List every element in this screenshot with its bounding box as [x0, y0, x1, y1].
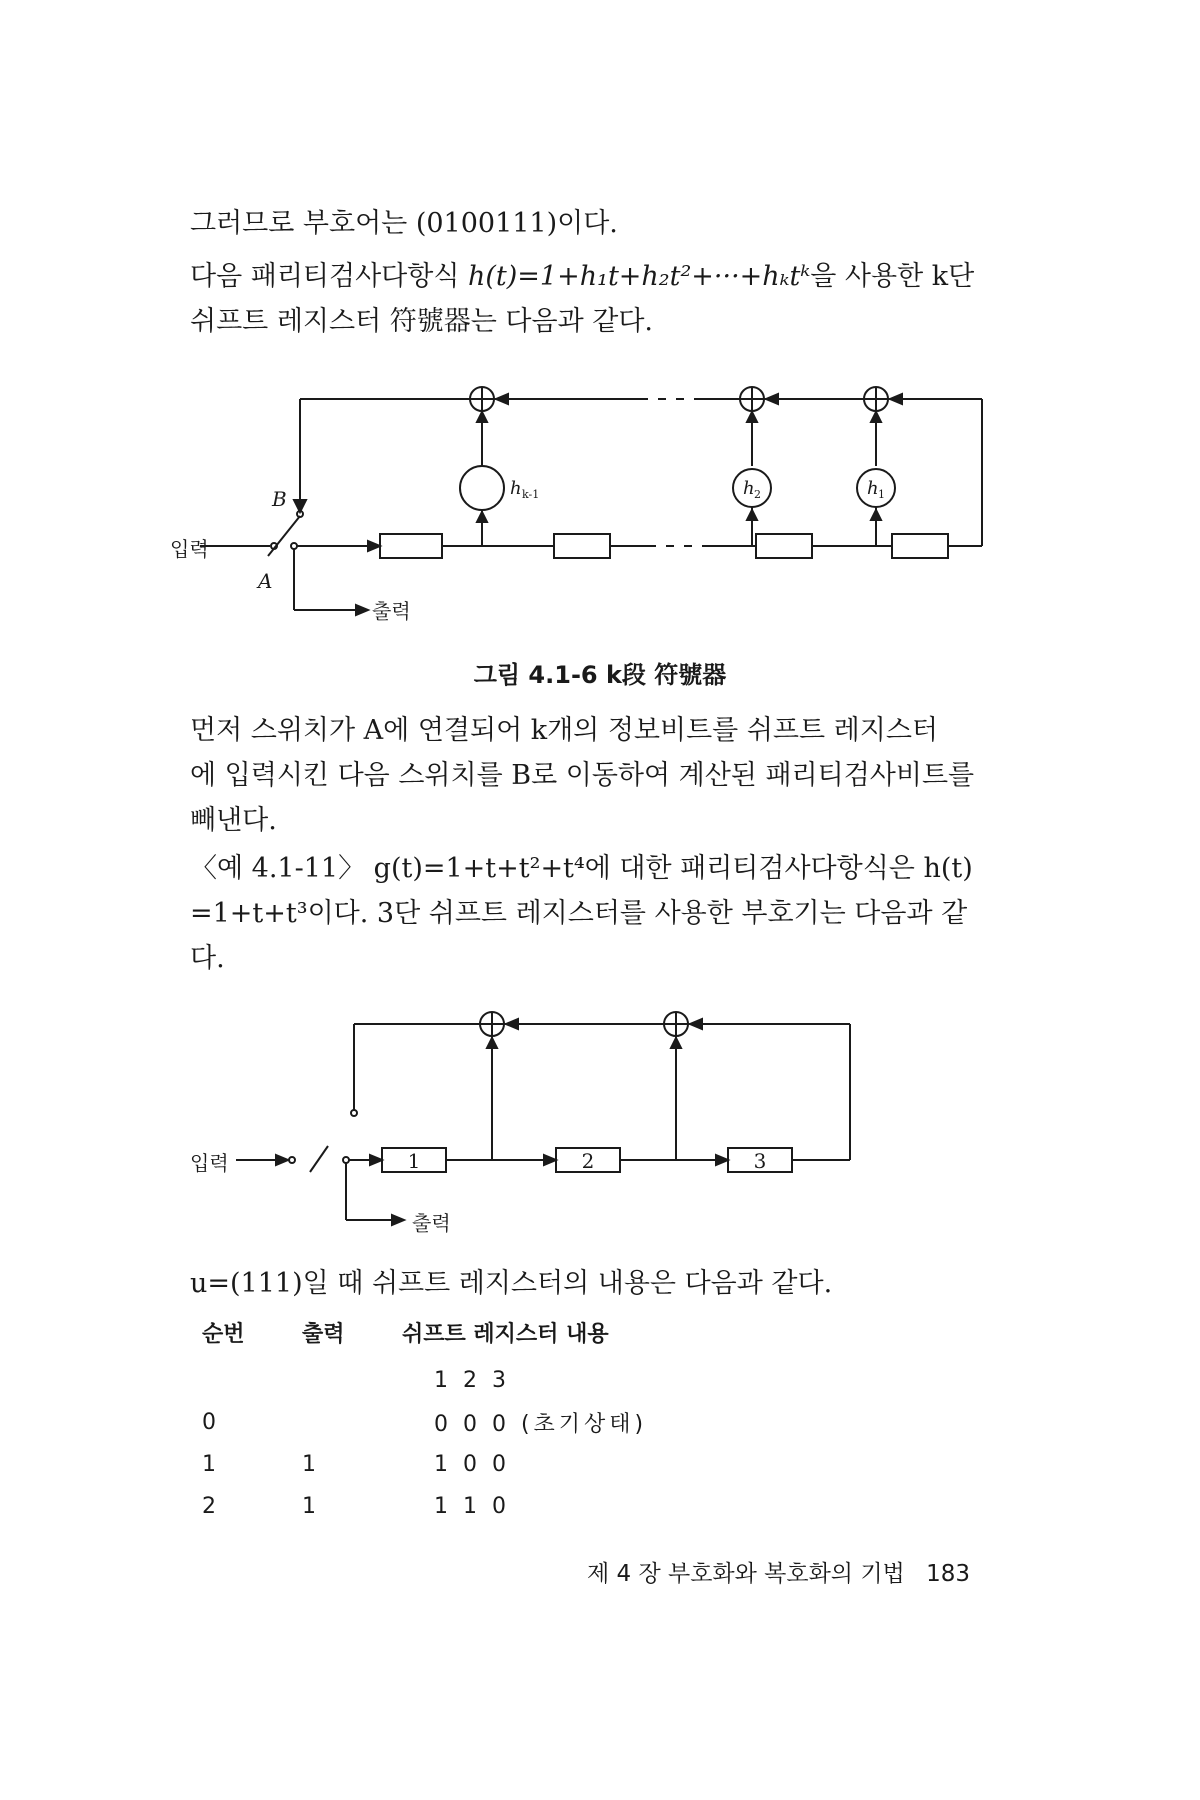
figure-k-stage-encoder: [170, 370, 1010, 640]
paragraph-register-intro: u=(111)일 때 쉬프트 레지스터의 내용은 다음과 같다.: [190, 1268, 833, 1299]
table-header-row: [190, 1315, 954, 1359]
output-label: 출력: [412, 1211, 451, 1235]
multiplier-label-h2-sub: 2: [754, 488, 761, 501]
register-contents-table: [190, 1315, 954, 1527]
stage-3-label: 3: [753, 1149, 767, 1173]
multiplier-label-h1-sub: 1: [878, 488, 885, 501]
chapter-title: 제 4 장 부호화와 복호화의 기법: [586, 1561, 905, 1587]
header-register: 쉬프트 레지스터 내용: [402, 1321, 609, 1347]
multiplier-label-h2: h: [743, 478, 755, 499]
paragraph-switch-line3: 빼낸다.: [190, 805, 277, 836]
multiplier-label-hk1-sub: k-1: [522, 488, 540, 501]
table-row: [190, 1485, 954, 1527]
paragraph-parity-line1: [190, 258, 990, 296]
text-segment: 을 사용한 k단: [810, 261, 975, 292]
cell-output: 1: [302, 1493, 316, 1519]
paragraph-codeword: 그러므로 부호어는 (0100111)이다.: [190, 208, 618, 239]
paragraph-switch-line1: 먼저 스위치가 A에 연결되어 k개의 정보비트를 쉬프트 레지스터: [190, 715, 938, 746]
cell-output: 1: [302, 1451, 316, 1477]
switch-label-a: A: [258, 569, 273, 593]
cell-output: [292, 1401, 402, 1443]
cell-seq: 0: [202, 1409, 216, 1435]
paragraph-example-line2: =1+t+t³이다. 3단 쉬프트 레지스터를 사용한 부호기는 다음과 같: [190, 898, 968, 929]
multiplier-label-h1: h: [867, 478, 879, 499]
table-row: [190, 1401, 954, 1443]
figure-three-stage-encoder: [190, 1000, 890, 1260]
cell-register: 1 0 0: [434, 1451, 510, 1477]
register-stage-numbers: 1 2 3: [434, 1367, 510, 1393]
header-output: 출력: [302, 1321, 345, 1347]
cell-register: 1 1 0: [434, 1493, 510, 1519]
paragraph-example-line3: 다.: [190, 943, 225, 974]
stage-1-label: 1: [407, 1149, 421, 1173]
cell-seq: 2: [202, 1493, 216, 1519]
page-number: 183: [926, 1561, 970, 1587]
output-label: 출력: [372, 599, 411, 623]
input-label: 입력: [190, 1151, 229, 1175]
header-seq: 순번: [202, 1321, 245, 1347]
stage-2-label: 2: [581, 1149, 595, 1173]
paragraph-switch-line2: 에 입력시킨 다음 스위치를 B로 이동하여 계산된 패리티검사비트를: [190, 760, 975, 791]
parity-polynomial: h(t)=1+h₁t+h₂t²+···+hₖtᵏ: [468, 261, 811, 292]
table-row: [190, 1443, 954, 1485]
switch-label-b: B: [272, 487, 287, 511]
paragraph-example-line1: 〈예 4.1-11〉 g(t)=1+t+t²+t⁴에 대한 패리티검사다항식은 h(t): [190, 853, 973, 884]
multiplier-label-hk1: h: [510, 478, 522, 499]
text-segment: 다음 패리티검사다항식: [190, 261, 468, 292]
input-label: 입력: [170, 537, 209, 561]
paragraph-parity-line2: 쉬프트 레지스터 符號器는 다음과 같다.: [190, 306, 653, 337]
cell-seq: 1: [202, 1451, 216, 1477]
page-footer: [587, 1555, 970, 1588]
cell-register: 0 0 0 (초기상태): [434, 1411, 648, 1437]
figure-caption: 그림 4.1-6 k段 符號器: [473, 661, 727, 689]
table-subheader-row: [190, 1359, 954, 1401]
